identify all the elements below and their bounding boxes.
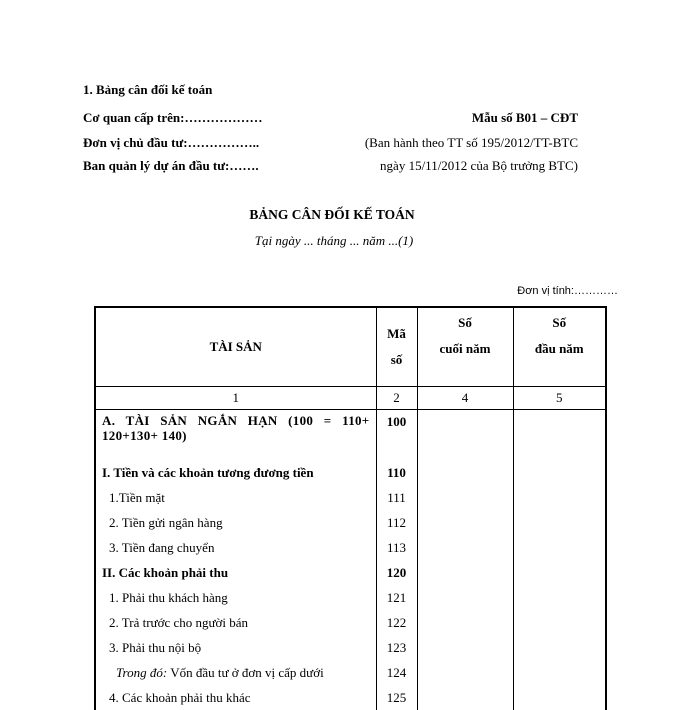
parent-agency-line: Cơ quan cấp trên:……………… bbox=[83, 110, 263, 125]
table-row bbox=[95, 535, 606, 560]
row-code: 110 bbox=[376, 460, 417, 485]
row-code: 122 bbox=[376, 610, 417, 635]
header-code bbox=[376, 307, 417, 387]
row-label-prefix: Trong đó: bbox=[116, 664, 168, 680]
row-code: 123 bbox=[376, 635, 417, 660]
start-of-year-value bbox=[513, 560, 606, 585]
row-label: 1. Phải thu khách hàng bbox=[95, 585, 376, 610]
end-of-year-value bbox=[417, 635, 513, 660]
start-of-year-value bbox=[513, 460, 606, 485]
header-start-of-year bbox=[513, 307, 606, 387]
end-of-year-value bbox=[417, 660, 513, 685]
header-start-of-year-line2: đầu năm bbox=[534, 341, 584, 356]
row-label: 3. Phải thu nội bộ bbox=[95, 635, 376, 660]
document-subtitle: Tại ngày ... tháng ... năm ...(1) bbox=[254, 233, 414, 248]
row-code: 121 bbox=[376, 585, 417, 610]
document-title: BẢNG CÂN ĐỐI KẾ TOÁN bbox=[249, 207, 415, 222]
row-label: A. TÀI SẢN NGẮN HẠN (100 = 110+ 120+130+ 140) bbox=[95, 410, 376, 461]
table-row bbox=[95, 510, 606, 535]
row-label: I. Tiền và các khoản tương đương tiền bbox=[95, 460, 376, 485]
row-code: 112 bbox=[376, 510, 417, 535]
row-code: 113 bbox=[376, 535, 417, 560]
end-of-year-value bbox=[417, 685, 513, 710]
row-label: II. Các khoản phải thu bbox=[95, 560, 376, 585]
row-code: 120 bbox=[376, 560, 417, 585]
row-label: 3. Tiền đang chuyển bbox=[95, 535, 376, 560]
row-label: 1.Tiền mặt bbox=[95, 485, 376, 510]
end-of-year-value bbox=[417, 560, 513, 585]
investor-unit-line: Đơn vị chủ đầu tư:…………….. bbox=[83, 135, 260, 150]
start-of-year-value bbox=[513, 610, 606, 635]
start-of-year-value bbox=[513, 510, 606, 535]
end-of-year-value bbox=[417, 535, 513, 560]
header-code-line1: Mã bbox=[387, 326, 406, 341]
table-row bbox=[95, 585, 606, 610]
row-label: 2. Trả trước cho người bán bbox=[95, 610, 376, 635]
end-of-year-value bbox=[417, 610, 513, 635]
end-of-year-value bbox=[417, 460, 513, 485]
header-end-of-year bbox=[417, 307, 513, 387]
row-label: 4. Các khoản phải thu khác bbox=[95, 685, 376, 710]
end-of-year-value bbox=[417, 485, 513, 510]
start-of-year-value bbox=[513, 410, 606, 461]
table-row bbox=[95, 610, 606, 635]
column-number: 1 bbox=[95, 387, 376, 410]
column-number: 4 bbox=[417, 387, 513, 410]
table-row bbox=[95, 485, 606, 510]
row-label: 2. Tiền gửi ngân hàng bbox=[95, 510, 376, 535]
form-code: Mẫu số B01 – CĐT bbox=[471, 110, 578, 125]
row-code: 100 bbox=[376, 410, 417, 461]
issued-regulation-line: (Ban hành theo TT số 195/2012/TT-BTC bbox=[364, 135, 578, 150]
header-assets: TÀI SẢN bbox=[95, 307, 376, 387]
table-row bbox=[95, 685, 606, 710]
row-code: 124 bbox=[376, 660, 417, 685]
row-code: 125 bbox=[376, 685, 417, 710]
header-start-of-year-line1: Số bbox=[552, 315, 567, 330]
table-row bbox=[95, 635, 606, 660]
table-header-row bbox=[95, 307, 606, 387]
column-number-row bbox=[95, 387, 606, 410]
column-number: 2 bbox=[376, 387, 417, 410]
table-row bbox=[95, 410, 606, 461]
start-of-year-value bbox=[513, 660, 606, 685]
start-of-year-value bbox=[513, 685, 606, 710]
start-of-year-value bbox=[513, 635, 606, 660]
issued-date-line: ngày 15/11/2012 của Bộ trưởng BTC) bbox=[380, 158, 578, 173]
row-code: 111 bbox=[376, 485, 417, 510]
header-code-line2: số bbox=[390, 352, 403, 367]
balance-sheet-table bbox=[94, 306, 607, 710]
project-management-line: Ban quản lý dự án đầu tư:……. bbox=[83, 158, 259, 173]
start-of-year-value bbox=[513, 485, 606, 510]
header-end-of-year-line1: Số bbox=[458, 315, 472, 330]
end-of-year-value bbox=[417, 510, 513, 535]
end-of-year-value bbox=[417, 410, 513, 461]
table-row bbox=[95, 560, 606, 585]
section-heading: 1. Bảng cân đối kế toán bbox=[83, 82, 213, 97]
table-row bbox=[95, 660, 606, 685]
unit-label: Đơn vị tính:………… bbox=[517, 285, 618, 297]
start-of-year-value bbox=[513, 585, 606, 610]
table-row bbox=[95, 460, 606, 485]
column-number: 5 bbox=[513, 387, 606, 410]
end-of-year-value bbox=[417, 585, 513, 610]
header-end-of-year-line2: cuối năm bbox=[439, 341, 491, 356]
row-label-text: Vốn đầu tư ở đơn vị cấp dưới bbox=[170, 664, 324, 680]
row-label bbox=[95, 660, 376, 685]
start-of-year-value bbox=[513, 535, 606, 560]
